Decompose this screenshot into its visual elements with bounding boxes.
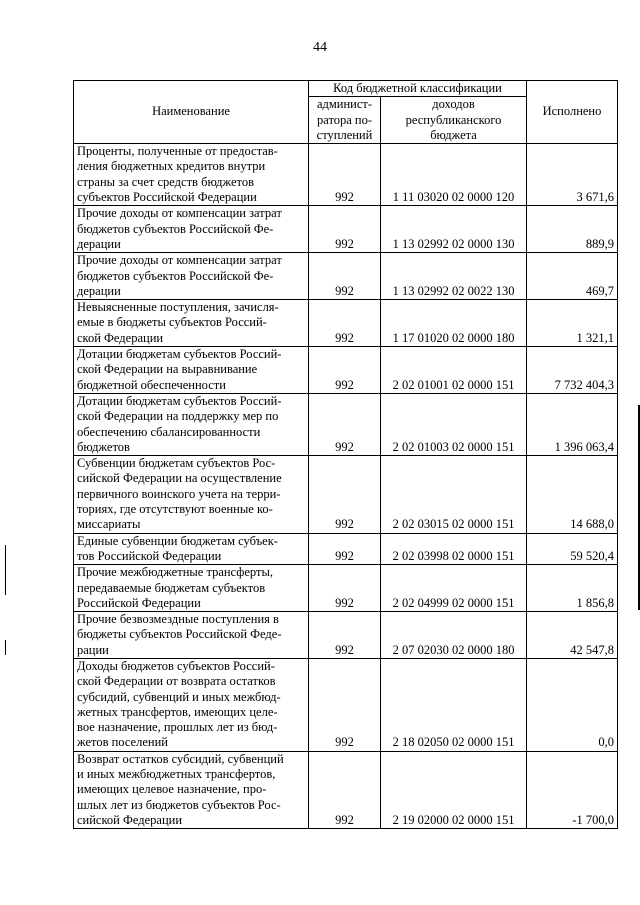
row-executed-cell: 1 396 063,4 [527, 393, 618, 455]
header-classification-code: Код бюджетной классификации [309, 81, 527, 97]
table-row [74, 565, 618, 612]
row-administrator-cell: 992 [309, 565, 381, 612]
row-executed-cell: 1 321,1 [527, 300, 618, 347]
row-name-cell: Дотации бюджетам субъектов Россий- ской Федерации на поддержку мер по обеспечению сбалансированности бюджетов [74, 393, 309, 455]
row-income-code-cell: 2 02 03015 02 0000 151 [381, 456, 527, 533]
row-name-cell: Прочие доходы от компенсации затрат бюджетов субъектов Российской Фе- дерации [74, 253, 309, 300]
page-number: 44 [313, 40, 327, 55]
row-name-cell: Субвенции бюджетам субъектов Рос- сийской Федерации на осуществление первичного воинского учета на терри- ториях, где отсутствуют военные ко- миссариаты [74, 456, 309, 533]
row-name-cell: Невыясненные поступления, зачисля- емые в бюджеты субъектов Россий- ской Федерации [74, 300, 309, 347]
table-row [74, 300, 618, 347]
table-row [74, 206, 618, 253]
row-executed-cell: -1 700,0 [527, 751, 618, 828]
row-executed-cell: 42 547,8 [527, 612, 618, 659]
table-row [74, 658, 618, 751]
row-income-code-cell: 1 11 03020 02 0000 120 [381, 144, 527, 206]
budget-revenue-table [73, 80, 618, 829]
row-administrator-cell: 992 [309, 658, 381, 751]
row-name-cell: Возврат остатков субсидий, субвенций и иных межбюджетных трансфертов, имеющих целевое назначение, про- шлых лет из бюджетов субъектов Рос- сийской Федерации [74, 751, 309, 828]
row-name-cell: Прочие доходы от компенсации затрат бюджетов субъектов Российской Фе- дерации [74, 206, 309, 253]
header-administrator: админист- ратора по- ступлений [309, 97, 381, 144]
row-executed-cell: 889,9 [527, 206, 618, 253]
row-income-code-cell: 2 19 02000 02 0000 151 [381, 751, 527, 828]
row-income-code-cell: 1 13 02992 02 0022 130 [381, 253, 527, 300]
row-name-cell: Проценты, полученные от предостав- ления бюджетных кредитов внутри страны за счет средств бюджетов субъектов Российской Федерации [74, 144, 309, 206]
row-name-cell: Прочие безвозмездные поступления в бюджеты субъектов Российской Феде- рации [74, 612, 309, 659]
table-row [74, 533, 618, 565]
table-row [74, 347, 618, 394]
row-name-cell: Доходы бюджетов субъектов Россий- ской Федерации от возврата остатков субсидий, субвенций и иных межбюд- жетных трансфертов, имеющих целе- вое назначение, прошлых лет из бюд- жетов поселений [74, 658, 309, 751]
header-executed: Исполнено [527, 81, 618, 144]
row-executed-cell: 7 732 404,3 [527, 347, 618, 394]
row-administrator-cell: 992 [309, 751, 381, 828]
row-administrator-cell: 992 [309, 144, 381, 206]
table-row [74, 144, 618, 206]
row-executed-cell: 3 671,6 [527, 144, 618, 206]
row-name-cell: Прочие межбюджетные трансферты, передаваемые бюджетам субъектов Российской Федерации [74, 565, 309, 612]
table-row [74, 612, 618, 659]
row-administrator-cell: 992 [309, 393, 381, 455]
row-income-code-cell: 2 02 04999 02 0000 151 [381, 565, 527, 612]
row-executed-cell: 14 688,0 [527, 456, 618, 533]
row-administrator-cell: 992 [309, 533, 381, 565]
row-name-cell: Единые субвенции бюджетам субъек- тов Российской Федерации [74, 533, 309, 565]
row-income-code-cell: 1 17 01020 02 0000 180 [381, 300, 527, 347]
row-income-code-cell: 2 07 02030 02 0000 180 [381, 612, 527, 659]
row-income-code-cell: 2 02 01001 02 0000 151 [381, 347, 527, 394]
row-income-code-cell: 2 18 02050 02 0000 151 [381, 658, 527, 751]
header-income: доходов республиканского бюджета [381, 97, 527, 144]
table-body [74, 144, 618, 829]
scan-edge-mark [5, 545, 6, 595]
row-executed-cell: 59 520,4 [527, 533, 618, 565]
row-executed-cell: 1 856,8 [527, 565, 618, 612]
row-administrator-cell: 992 [309, 206, 381, 253]
row-income-code-cell: 2 02 03998 02 0000 151 [381, 533, 527, 565]
scan-edge-mark [5, 640, 6, 655]
row-administrator-cell: 992 [309, 456, 381, 533]
row-administrator-cell: 992 [309, 612, 381, 659]
row-income-code-cell: 2 02 01003 02 0000 151 [381, 393, 527, 455]
row-administrator-cell: 992 [309, 253, 381, 300]
table-row [74, 393, 618, 455]
row-administrator-cell: 992 [309, 347, 381, 394]
table-row [74, 456, 618, 533]
table-row [74, 253, 618, 300]
row-executed-cell: 469,7 [527, 253, 618, 300]
header-name: Наименование [74, 81, 309, 144]
row-name-cell: Дотации бюджетам субъектов Россий- ской Федерации на выравнивание бюджетной обеспеченности [74, 347, 309, 394]
row-administrator-cell: 992 [309, 300, 381, 347]
row-income-code-cell: 1 13 02992 02 0000 130 [381, 206, 527, 253]
table-row [74, 751, 618, 828]
row-executed-cell: 0,0 [527, 658, 618, 751]
